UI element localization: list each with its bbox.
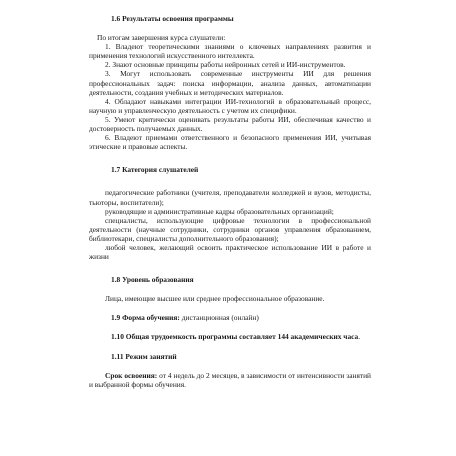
section-1-8-text: Лица, имеющие высшее или среднее профессиональное образование.: [105, 294, 325, 304]
section-1-6-heading: 1.6 Результаты освоения программы: [111, 14, 234, 23]
section-1-10-heading: 1.10 Общая трудоемкость программы составляет 144 академических часа: [111, 332, 359, 342]
section-1-11-heading: 1.11 Режим занятий: [111, 351, 177, 361]
section-1-11-value: от 4 недель до 2 месяцев, в зависимости от интенсивности занятий и выбранной формы обучения.: [89, 370, 371, 389]
section-1-7-item-4: любой человек, желающий освоить практическое использование ИИ в работе и жизни: [89, 242, 371, 262]
section-1-6-item-6: 6. Владеют приемами ответственного и безопасного применения ИИ, учитывая этические и правовые аспекты.: [89, 133, 371, 152]
section-1-6-item-1: 1. Владеют теоретическими знаниями о ключевых направлениях развития и применения технологий искусственного интеллекта.: [89, 42, 371, 61]
section-1-10-tail: .: [358, 332, 361, 342]
section-1-6-item-2: 2. Знают основные принципы работы нейронных сетей и ИИ-инструментов.: [105, 60, 346, 70]
section-1-9: [89, 313, 371, 322]
section-1-6-item-4: 4. Обладают навыками интеграции ИИ-технологий в образовательный процесс, научную и управленческую деятельность с учетом их специфики.: [89, 96, 371, 115]
section-1-11-label: Срок освоения:: [105, 370, 158, 380]
section-1-10: [89, 332, 371, 341]
section-1-9-heading: 1.9 Форма обучения:: [111, 313, 180, 323]
section-1-7-item-3: специалисты, использующие цифровые технологии в профессиональной деятельности (научные сотрудники, сотрудники органов управления образованием, библиотекари, специалисты дополнительного образования);: [89, 215, 371, 243]
section-1-8-heading: 1.8 Уровень образования: [111, 275, 194, 285]
section-1-7-heading: 1.7 Категория слушателей: [111, 165, 199, 175]
section-1-7-item-1: педагогические работники (учителя, преподаватели колледжей и вузов, методисты, тьюторы, воспитатели);: [89, 188, 371, 207]
section-1-6-item-5: 5. Умеют критически оценивать результаты работы ИИ, обеспечивая качество и достоверность получаемых данных.: [89, 114, 371, 134]
section-1-6-intro: По итогам завершения курса слушатели:: [97, 33, 226, 43]
section-1-7-item-2: руководящие и административные кадры образовательных организаций;: [105, 206, 334, 216]
document-content: [89, 14, 371, 389]
section-1-6-item-3: 3. Могут использовать современные инструменты ИИ для решения профессиональных задач: поиска информации, анализа данных, автоматизации деятельности, создания учебных и методических материалов.: [89, 69, 371, 97]
section-1-11-text: [89, 371, 371, 389]
section-1-9-value: дистанционная (онлайн): [181, 313, 259, 323]
